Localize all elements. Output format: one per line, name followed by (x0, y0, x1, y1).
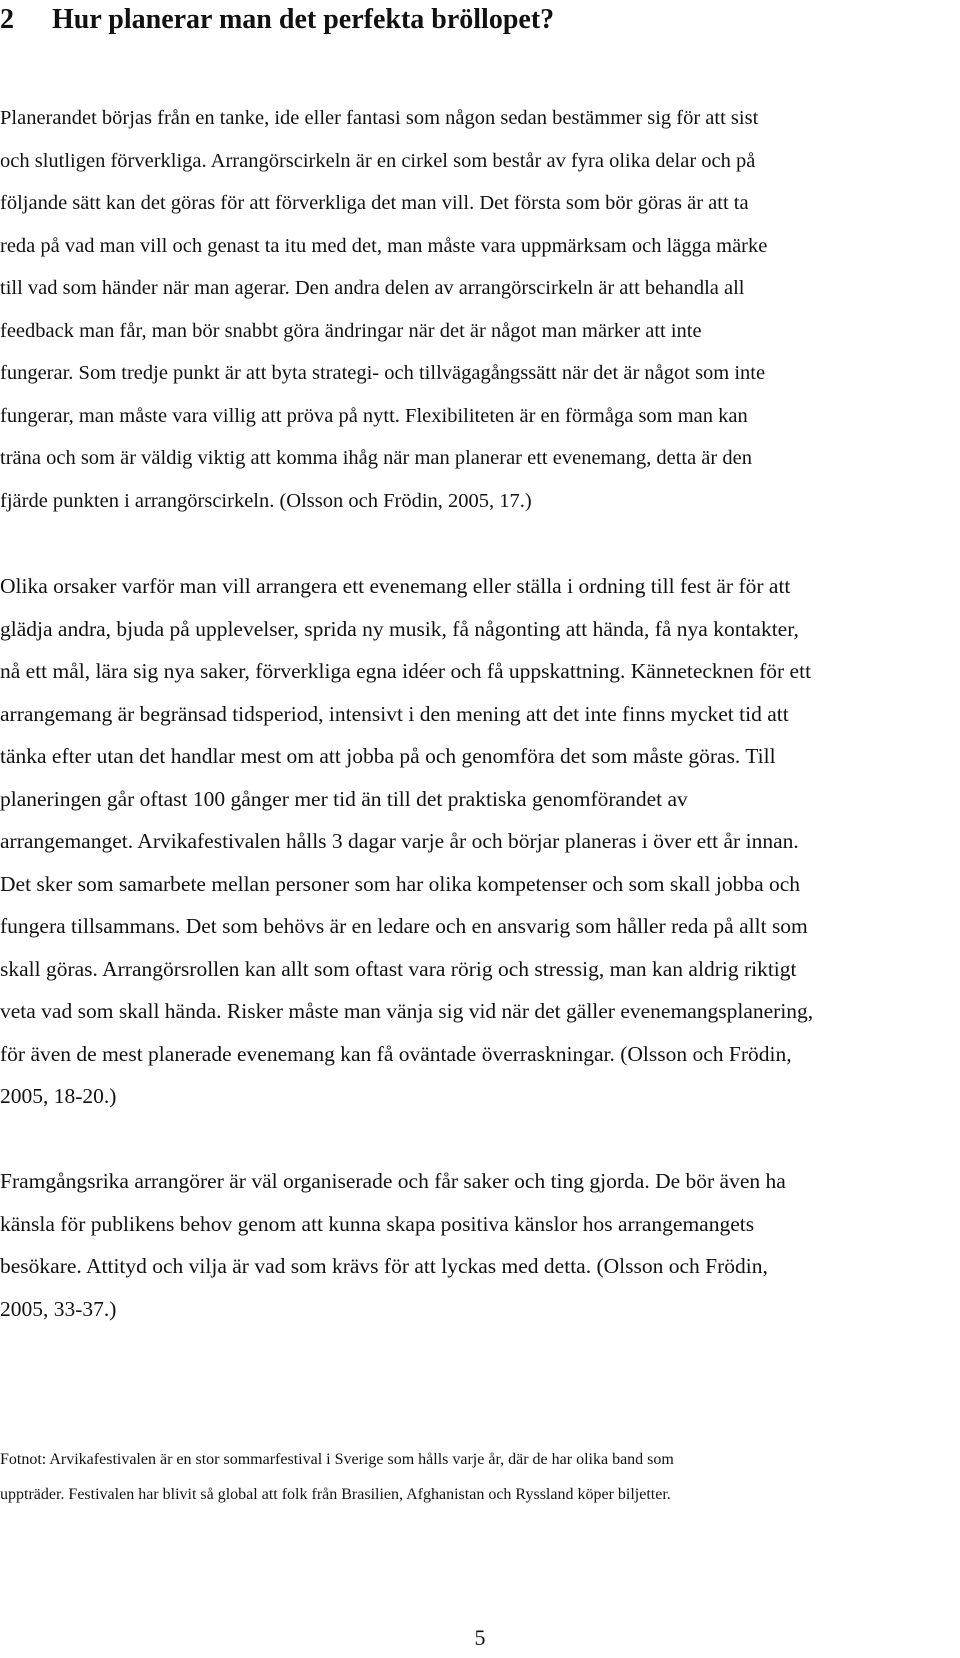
section-title: Hur planerar man det perfekta bröllopet? (52, 4, 555, 35)
paragraph-line: 2005, 18-20.) (0, 1084, 117, 1108)
section-number: 2 (0, 4, 14, 35)
paragraph-line: Det sker som samarbete mellan personer som har olika kompetenser och som skall jobba och (0, 871, 801, 896)
paragraph-line: besökare. Attityd och vilja är vad som krävs för att lyckas med detta. (Olsson och Frödin, (0, 1254, 768, 1278)
paragraph-line: Planerandet börjas från en tanke, ide eller fantasi som någon sedan bestämmer sig för att sist (0, 107, 759, 129)
paragraph-line: planeringen går oftast 100 gånger mer tid än till det praktiska genomförandet av (0, 786, 688, 811)
paragraph-line: fungera tillsammans. Det som behövs är en ledare och en ansvarig som håller reda på allt som (0, 914, 808, 938)
paragraph-line: fungerar, man måste vara villig att pröva på nytt. Flexibiliteten är en förmåga som man kan (0, 404, 748, 427)
footnote-line: Fotnot: Arvikafestivalen är en stor sommarfestival i Sverige som hålls varje år, där de har olika band som (0, 1451, 674, 1468)
paragraph-line: träna och som är väldig viktig att komma ihåg när man planerar ett evenemang, detta är den (0, 447, 752, 469)
paragraph-line: 2005, 33-37.) (0, 1296, 117, 1321)
paragraph-line: veta vad som skall hända. Risker måste man vänja sig vid när det gäller evenemangsplanering, (0, 999, 814, 1023)
section-heading (0, 0, 554, 40)
paragraph-framgangsrika (0, 1160, 960, 1330)
paragraph-line: glädja andra, bjuda på upplevelser, sprida ny musik, få någonting att hända, få nya kontakter, (0, 616, 799, 641)
paragraph-line: för även de mest planerade evenemang kan få oväntade överraskningar. (Olsson och Frödin, (0, 1041, 792, 1066)
footnote (0, 1442, 960, 1512)
paragraph-line: följande sätt kan det göras för att förverkliga det man vill. Det första som bör göras är att ta (0, 192, 749, 214)
paragraph-line: tänka efter utan det handlar mest om att jobba på och genomföra det som måste göras. Till (0, 744, 776, 768)
paragraph-line: nå ett mål, lära sig nya saker, förverkliga egna idéer och få uppskattning. Kännetecknen för ett (0, 659, 812, 683)
paragraph-arrangor-cirkel (0, 97, 960, 522)
paragraph-line: arrangemang är begränsad tidsperiod, intensivt i den mening att det inte finns mycket tid att (0, 701, 789, 726)
paragraph-line: feedback man får, man bör snabbt göra ändringar när det är något man märker att inte (0, 319, 702, 342)
paragraph-line: känsla för publikens behov genom att kunna skapa positiva känslor hos arrangemangets (0, 1211, 755, 1236)
paragraph-line: och slutligen förverkliga. Arrangörscirkeln är en cirkel som består av fyra olika delar och på (0, 149, 756, 172)
paragraph-line: fjärde punkten i arrangörscirkeln. (Olsson och Frödin, 2005, 17.) (0, 489, 532, 512)
paragraph-line: till vad som händer när man agerar. Den andra delen av arrangörscirkeln är att behandla all (0, 277, 745, 299)
paragraph-line: fungerar. Som tredje punkt är att byta strategi- och tillvägagångssätt när det är något som inte (0, 362, 766, 384)
paragraph-line: Framgångsrika arrangörer är väl organiserade och får saker och ting gjorda. De bör även ha (0, 1169, 786, 1193)
paragraph-line: reda på vad man vill och genast ta itu med det, man måste vara uppmärksam och lägga märke (0, 234, 768, 257)
paragraph-line: Olika orsaker varför man vill arrangera ett evenemang eller ställa i ordning till fest är för att (0, 574, 791, 598)
paragraph-line: arrangemanget. Arvikafestivalen hålls 3 dagar varje år och börjar planeras i över ett år innan. (0, 829, 799, 853)
page-number: 5 (474, 1625, 486, 1650)
paragraph-orsaker (0, 565, 960, 1118)
paragraph-line: skall göras. Arrangörsrollen kan allt som oftast vara rörig och stressig, man kan aldrig riktigt (0, 956, 797, 981)
footnote-line: uppträder. Festivalen har blivit så global att folk från Brasilien, Afghanistan och Ryssland köper biljetter. (0, 1486, 671, 1503)
